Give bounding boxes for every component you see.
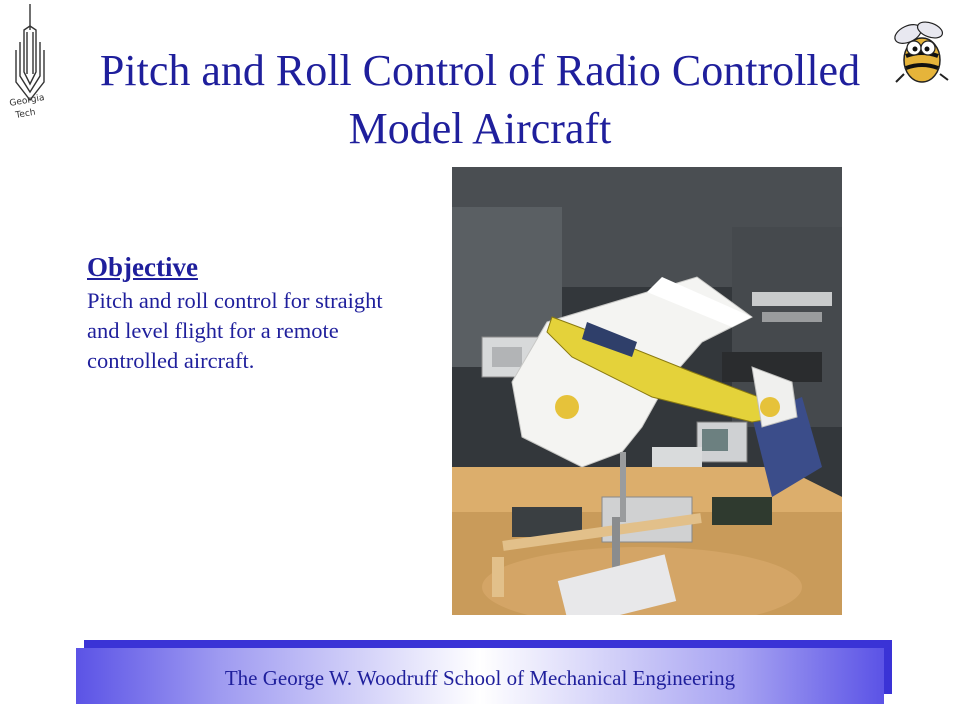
objective-body: Pitch and roll control for straight and level flight for a remote controlled aircraft. [87,288,383,373]
objective-section [87,250,387,376]
footer-band [76,648,884,704]
georgia-tech-logo-icon [6,2,54,122]
yellow-jacket-mascot-icon [886,14,952,88]
logo-text-georgia: Georgia [8,92,46,109]
rc-aircraft-lab-photo [452,167,842,615]
footer-text: The George W. Woodruff School of Mechanical Engineering [224,665,736,690]
logo-text-tech: Tech [14,107,37,121]
objective-heading: Objective [87,252,198,282]
slide-title: Pitch and Roll Control of Radio Controlled Model Aircraft [99,46,861,153]
